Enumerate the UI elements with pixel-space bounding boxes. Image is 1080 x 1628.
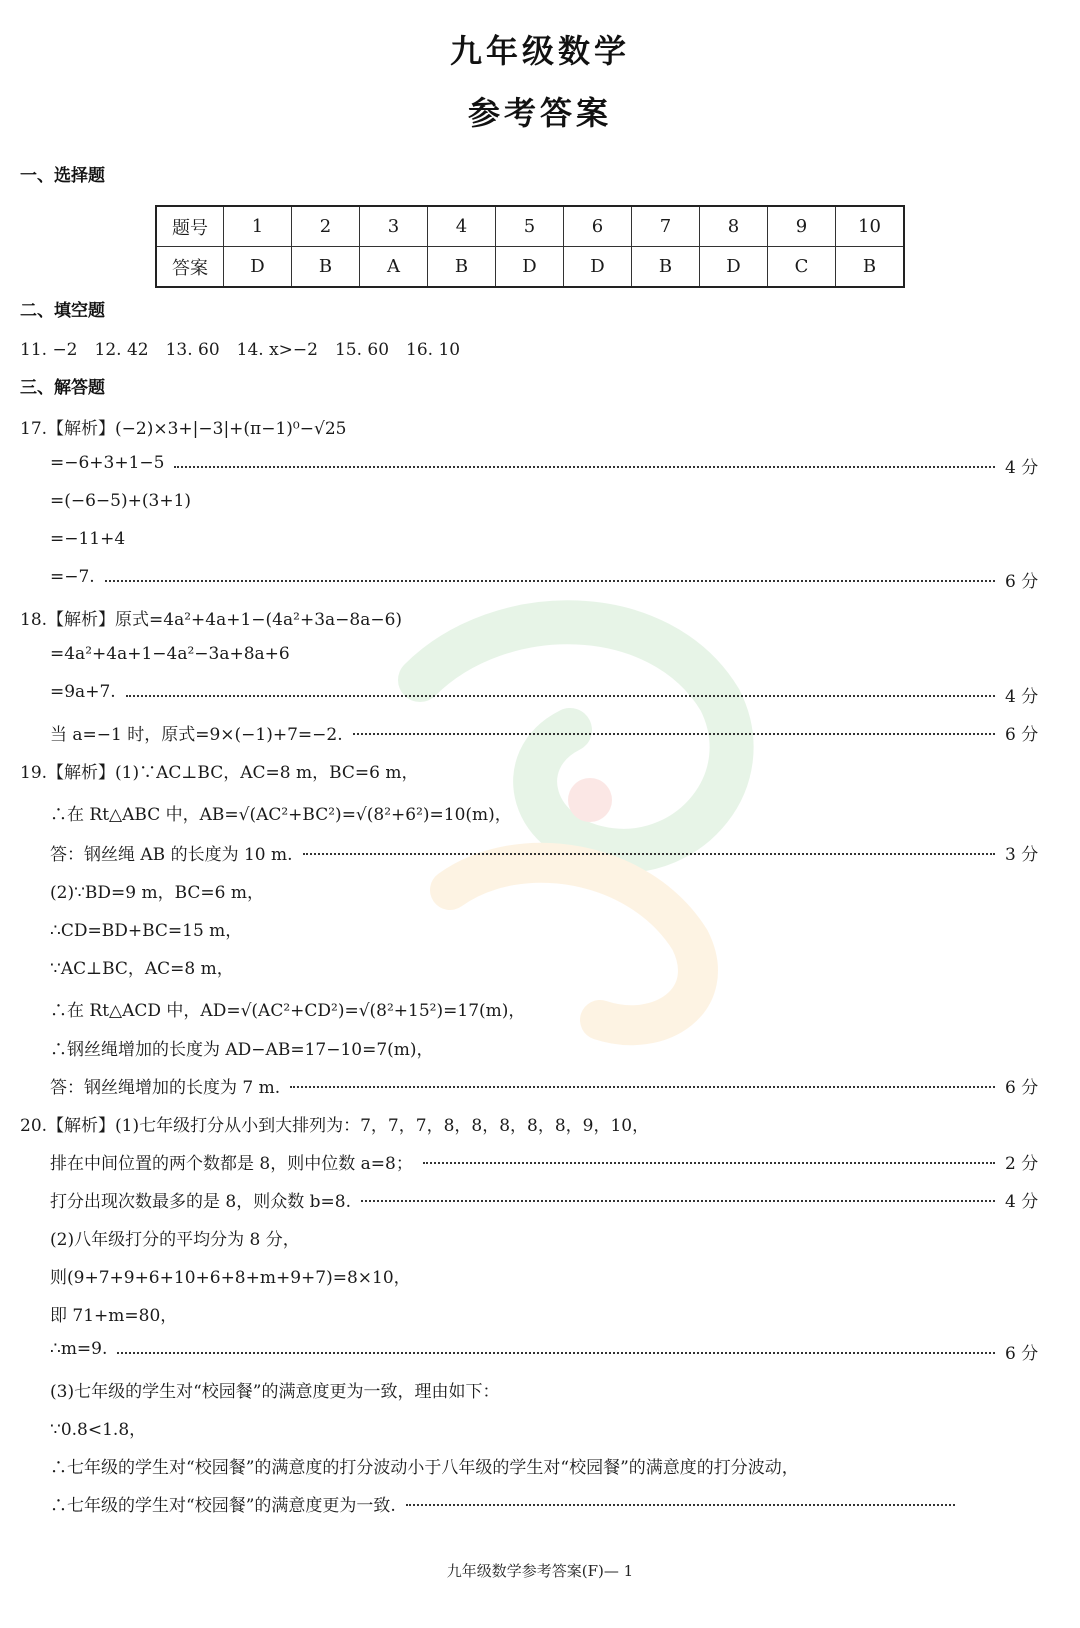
dot-leader <box>406 1504 955 1506</box>
dot-leader <box>361 1200 995 1202</box>
section-heading-solve: 三、解答题 <box>20 378 105 398</box>
solution-line <box>0 1073 1080 1099</box>
table-row <box>156 247 904 288</box>
row-label-question: 题号 <box>156 206 224 247</box>
solution-text: ∴七年级的学生对“校园餐”的满意度更为一致. <box>50 1496 396 1516</box>
solution-text: ∴m=9. <box>50 1339 108 1359</box>
solution-line <box>0 1149 1080 1175</box>
dot-leader <box>423 1162 995 1164</box>
dot-leader <box>174 466 995 468</box>
solution-line <box>0 1377 1080 1403</box>
page-subtitle: 参考答案 <box>467 94 612 132</box>
score-label: 6 分 <box>1005 1078 1039 1098</box>
question-number: 6 <box>564 206 632 247</box>
question-number: 2 <box>292 206 360 247</box>
answer-cell: B <box>632 247 700 288</box>
solution-text: 当 a=−1 时，原式=9×(−1)+7=−2. <box>50 725 343 745</box>
solution-line <box>0 682 1080 708</box>
dot-leader <box>353 733 995 735</box>
solution-text: (2)八年级打分的平均分为 8 分， <box>50 1230 300 1250</box>
question-number: 1 <box>224 206 292 247</box>
page-title: 九年级数学 <box>449 32 630 70</box>
solution-text: 20.【解析】(1)七年级打分从小到大排列为：7，7，7，8，8，8，8，8，9，10， <box>20 1116 650 1136</box>
solution-text: ∴七年级的学生对“校园餐”的满意度的打分波动小于八年级的学生对“校园餐”的满意度的打分波动， <box>50 1458 799 1478</box>
section-heading-choice: 一、选择题 <box>20 166 105 186</box>
solution-text: (3)七年级的学生对“校园餐”的满意度更为一致，理由如下： <box>50 1382 500 1402</box>
solution-text: ∴CD=BD+BC=15 m， <box>50 921 243 941</box>
solution-text: ∵0.8<1.8， <box>50 1420 147 1440</box>
score-label: 6 分 <box>1005 1344 1039 1364</box>
solution-text: ∵AC⊥BC，AC=8 m， <box>50 959 234 979</box>
solution-text: ∴钢丝绳增加的长度为 AD−AB=17−10=7(m)， <box>50 1040 434 1060</box>
solution-text: 即 71+m=80， <box>50 1306 178 1326</box>
score-label: 6 分 <box>1005 572 1039 592</box>
solution-line <box>0 720 1080 746</box>
solution-text: 答：钢丝绳 AB 的长度为 10 m. <box>50 845 293 865</box>
dot-leader <box>290 1086 995 1088</box>
solution-line <box>0 1187 1080 1213</box>
solution-text: =9a+7. <box>50 682 116 702</box>
answer-cell: B <box>292 247 360 288</box>
choice-answer-table <box>155 205 905 288</box>
answer-cell: C <box>768 247 836 288</box>
solution-text: =−6+3+1−5 <box>50 453 165 473</box>
score-label: 3 分 <box>1005 845 1039 865</box>
table-row <box>156 206 904 247</box>
solution-line <box>0 644 1080 670</box>
question-number: 8 <box>700 206 768 247</box>
question-number: 9 <box>768 206 836 247</box>
solution-text: =−11+4 <box>50 529 126 549</box>
solution-line <box>0 840 1080 866</box>
solution-line <box>0 453 1080 479</box>
answer-cell: D <box>224 247 292 288</box>
solution-line <box>0 414 1080 440</box>
score-label: 4 分 <box>1005 687 1039 707</box>
solution-line <box>0 1111 1080 1137</box>
solution-line <box>0 996 1080 1022</box>
section-heading-fill: 二、填空题 <box>20 301 105 321</box>
score-label: 4 分 <box>1005 458 1039 478</box>
answer-cell: B <box>428 247 496 288</box>
answer-cell: A <box>360 247 428 288</box>
solution-text: =−7. <box>50 567 95 587</box>
answer-cell: B <box>836 247 905 288</box>
solution-line <box>0 916 1080 942</box>
dot-leader <box>303 853 995 855</box>
solution-line <box>0 1453 1080 1479</box>
question-number: 5 <box>496 206 564 247</box>
solution-line <box>0 758 1080 784</box>
dot-leader <box>126 695 995 697</box>
answer-cell: D <box>496 247 564 288</box>
solution-text: =(−6−5)+(3+1) <box>50 491 192 511</box>
question-number: 4 <box>428 206 496 247</box>
answer-cell: D <box>700 247 768 288</box>
solution-text: 17.【解析】(−2)×3+|−3|+(π−1)⁰−√25 <box>20 419 347 439</box>
solution-line <box>0 529 1080 555</box>
solution-text: 排在中间位置的两个数都是 8，则中位数 a=8； <box>50 1154 413 1174</box>
row-label-answer: 答案 <box>156 247 224 288</box>
question-number: 10 <box>836 206 905 247</box>
fill-answers-line: 11. −2 12. 42 13. 60 14. x>−2 15. 60 16. 10 <box>20 340 461 360</box>
page-footer: 九年级数学参考答案(F)— 1 <box>446 1562 634 1580</box>
solution-line <box>0 954 1080 980</box>
solution-line <box>0 605 1080 631</box>
solution-text: (2)∵BD=9 m，BC=6 m， <box>50 883 265 903</box>
solution-text: ∴在 Rt△ACD 中，AD=√(AC²+CD²)=√(8²+15²)=17(m)， <box>50 1001 526 1021</box>
answer-cell: D <box>564 247 632 288</box>
score-label: 4 分 <box>1005 1192 1039 1212</box>
solution-line <box>0 1339 1080 1365</box>
score-label: 6 分 <box>1005 725 1039 745</box>
solution-text: 19.【解析】(1)∵AC⊥BC，AC=8 m，BC=6 m， <box>20 763 419 783</box>
solution-text: =4a²+4a+1−4a²−3a+8a+6 <box>50 644 290 664</box>
solution-line <box>0 800 1080 826</box>
question-number: 3 <box>360 206 428 247</box>
solution-line <box>0 491 1080 517</box>
solution-line <box>0 1035 1080 1061</box>
solution-line <box>0 567 1080 593</box>
solution-text: 则(9+7+9+6+10+6+8+m+9+7)=8×10， <box>50 1268 411 1288</box>
solution-text: 答：钢丝绳增加的长度为 7 m. <box>50 1078 281 1098</box>
solution-line <box>0 1263 1080 1289</box>
solution-line <box>0 1415 1080 1441</box>
dot-leader <box>117 1352 995 1354</box>
solution-line <box>0 1225 1080 1251</box>
solution-text: 18.【解析】原式=4a²+4a+1−(4a²+3a−8a−6) <box>20 610 403 630</box>
score-label: 2 分 <box>1005 1154 1039 1174</box>
solution-text: ∴在 Rt△ABC 中，AB=√(AC²+BC²)=√(8²+6²)=10(m)， <box>50 805 512 825</box>
solution-line <box>0 878 1080 904</box>
solution-text: 打分出现次数最多的是 8，则众数 b=8. <box>50 1192 351 1212</box>
solution-line <box>0 1491 1080 1517</box>
solution-line <box>0 1301 1080 1327</box>
question-number: 7 <box>632 206 700 247</box>
dot-leader <box>105 580 995 582</box>
